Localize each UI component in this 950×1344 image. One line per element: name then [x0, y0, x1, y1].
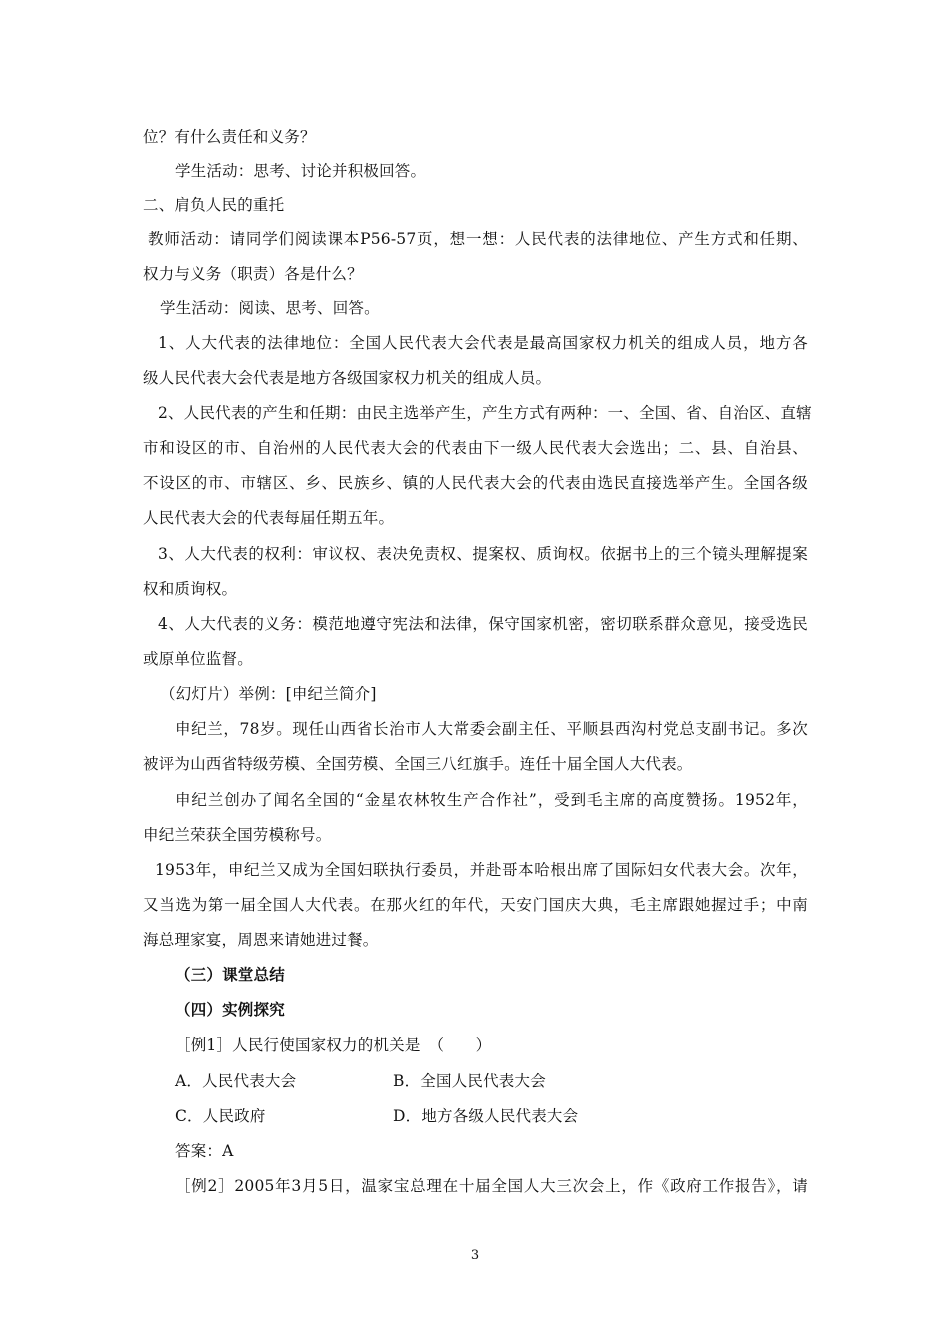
section-heading: 二、肩负人民的重托 [143, 196, 285, 214]
text-line: 申纪兰创办了闻名全国的“金星农林牧生产合作社”，受到毛主席的高度赞扬。1952年， [175, 791, 808, 809]
text-line: 申纪兰荣获全国劳模称号。 [143, 826, 332, 844]
text-line: （幻灯片）举例：[申纪兰简介] [160, 685, 377, 703]
text-line: 海总理家宴，周恩来请她进过餐。 [143, 931, 379, 949]
text-line: 级人民代表大会代表是地方各级国家权力机关的组成人员。 [143, 369, 552, 387]
text-line: 4、人大代表的义务：模范地遵守宪法和法律，保守国家机密，密切联系群众意见，接受选民 [158, 615, 808, 633]
text-line: 市和设区的市、自治州的人民代表大会的代表由下一级人民代表大会选出；二、县、自治县、 [143, 439, 808, 457]
option-a: A．人民代表大会 [175, 1072, 297, 1090]
answer: 答案：A [175, 1142, 234, 1160]
text-line: 申纪兰，78岁。现任山西省长治市人大常委会副主任、平顺县西沟村党总支副书记。多次 [175, 720, 808, 738]
text-line: 权力与义务（职责）各是什么？ [143, 265, 363, 283]
text-line: 教师活动：请同学们阅读课本P56-57页，想一想：人民代表的法律地位、产生方式和任期、 [148, 230, 808, 248]
section-heading: （三）课堂总结 [175, 965, 285, 984]
text-line: 位？有什么责任和义务？ [143, 128, 316, 146]
text-line: 权和质询权。 [143, 580, 238, 598]
text-line: 2、人民代表的产生和任期：由民主选举产生，产生方式有两种：一、全国、省、自治区、直辖 [158, 404, 812, 422]
text-line: 学生活动：阅读、思考、回答。 [160, 299, 380, 317]
text-line: 人民代表大会的代表每届任期五年。 [143, 509, 395, 527]
text-line: 被评为山西省特级劳模、全国劳模、全国三八红旗手。连任十届全国人大代表。 [143, 755, 693, 773]
question-stem: ［例2］2005年3月5日，温家宝总理在十届全国人大三次会上，作《政府工作报告》，请 [175, 1177, 808, 1195]
option-c: C．人民政府 [175, 1107, 266, 1125]
text-line: 1953年，申纪兰又成为全国妇联执行委员，并赴哥本哈根出席了国际妇女代表大会。次年， [155, 861, 808, 879]
page-number: 3 [470, 1248, 480, 1263]
option-d: D．地方各级人民代表大会 [393, 1107, 579, 1125]
text-line: 学生活动：思考、讨论并积极回答。 [175, 162, 427, 180]
option-b: B．全国人民代表大会 [393, 1072, 546, 1090]
text-line: 或原单位监督。 [143, 650, 253, 668]
text-line: 1、人大代表的法律地位：全国人民代表大会代表是最高国家权力机关的组成人员，地方各 [158, 334, 808, 352]
text-line: 又当选为第一届全国人大代表。在那火红的年代，天安门国庆大典，毛主席跟她握过手；中南 [143, 896, 808, 914]
text-line: 不设区的市、市辖区、乡、民族乡、镇的人民代表大会的代表由选民直接选举产生。全国各级 [143, 474, 808, 492]
question-stem: ［例1］人民行使国家权力的机关是 （ ） [175, 1036, 492, 1054]
section-heading: （四）实例探究 [175, 1000, 285, 1019]
text-line: 3、人大代表的权利：审议权、表决免责权、提案权、质询权。依据书上的三个镜头理解提案 [158, 545, 808, 563]
